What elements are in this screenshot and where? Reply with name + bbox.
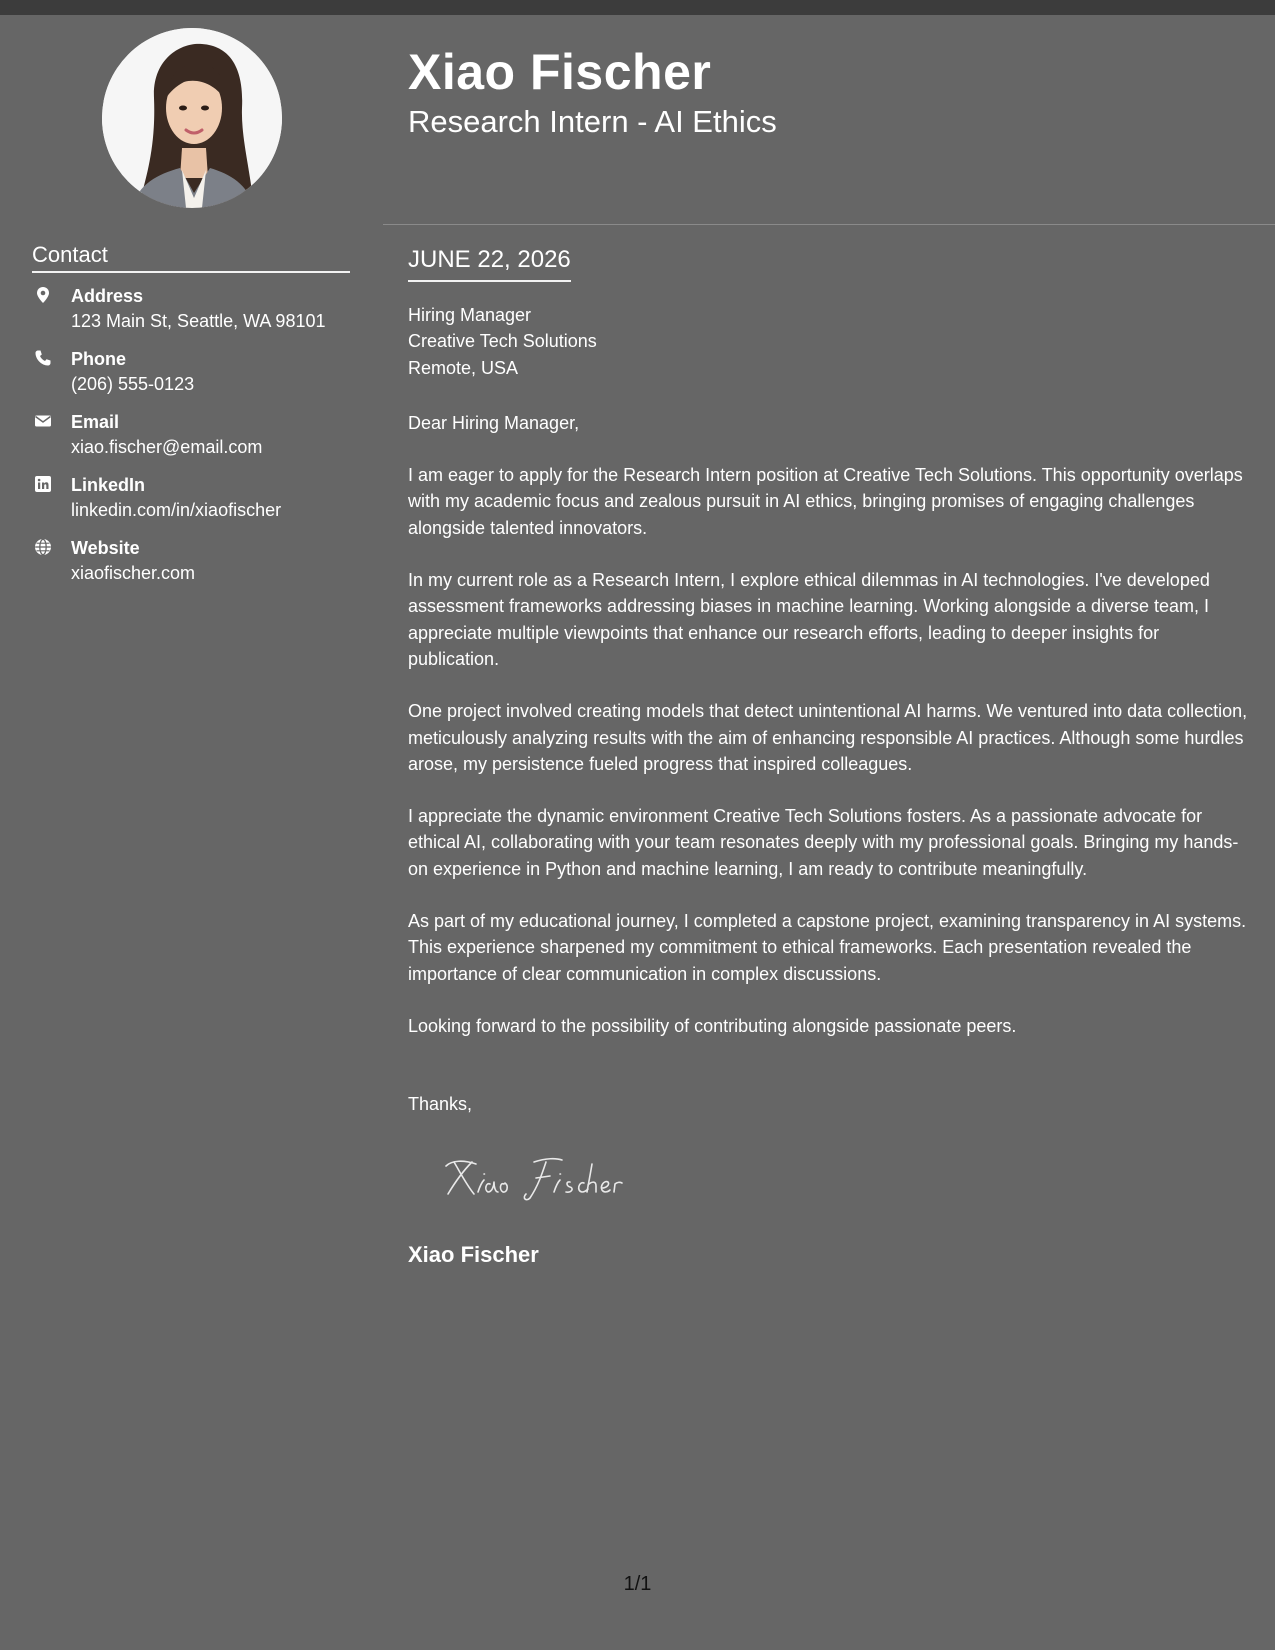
signer-name: Xiao Fischer [408,1242,539,1267]
header-divider [383,224,1275,225]
contact-item-website [32,536,362,599]
closing: Thanks, [408,1094,473,1115]
letter-paragraph: Looking forward to the possibility of contributing alongside passionate peers. [408,1015,1017,1036]
phone-value: (206) 555-0123 [71,374,195,394]
email-value[interactable]: xiao.fischer@email.com [71,437,263,457]
letter-paragraph: One project involved creating models that detect unintentional AI harms. We ventured into data collection, meticulously analyzing results with the aim of enhancing responsible AI practices. Although some hurdles arose, my persistence fueled progress that inspired colleagues. [408,701,1248,774]
location-pin-icon [34,286,52,304]
address-value: 123 Main St, Seattle, WA 98101 [71,311,326,331]
recipient-line: Hiring Manager [408,305,532,325]
recipient-line: Remote, USA [408,357,519,378]
contact-label: Phone [71,349,127,369]
applicant-role: Research Intern - AI Ethics [408,104,777,139]
letter-paragraph: I appreciate the dynamic environment Creative Tech Solutions fosters. As a passionate advocate for ethical AI, collaborating with your team resonates deeply with my professional goals. Bringing my hands-on experience in Python and machine learning, I am ready to contribute meaningfully. [408,806,1239,879]
letter-paragraph: I am eager to apply for the Research Intern position at Creative Tech Solutions. This opportunity overlaps with my academic focus and zealous pursuit in AI ethics, bringing promises of engaging challenges alongside talented innovators. [408,465,1243,538]
linkedin-icon [34,475,52,493]
contact-heading: Contact [32,240,350,273]
website-value[interactable]: xiaofischer.com [71,563,196,583]
letter-date: JUNE 22, 2026 [408,244,571,282]
letter-paragraph: As part of my educational journey, I completed a capstone project, examining transparency in AI systems. This experience sharpened my commitment to ethical frameworks. Each presentation revealed the importance of clear communication in complex discussions. [408,911,1247,984]
recipient-line: Creative Tech Solutions [408,331,597,352]
contact-item-address [32,284,362,347]
contact-item-email [32,410,362,473]
phone-icon [34,349,52,367]
salutation: Dear Hiring Manager, [408,412,580,433]
contact-label: Email [71,412,120,432]
handwritten-signature [442,1154,642,1204]
recipient-block [408,302,1248,381]
applicant-name: Xiao Fischer [408,44,712,100]
contact-label: LinkedIn [71,475,146,495]
letter-paragraph: In my current role as a Research Intern, I explore ethical dilemmas in AI technologies. I've developed assessment frameworks addressing biases in machine learning. Working alongside a diverse team, I appreciate multiple viewpoints that enhance our research efforts, leading to deeper insights for publication. [408,570,1210,669]
page-number: 1/1 [623,1573,652,1595]
contact-label: Address [71,286,144,306]
letter-body [408,302,1248,1118]
top-bar [0,0,1275,15]
contact-item-linkedin [32,473,362,536]
globe-icon [34,538,52,556]
envelope-icon [34,412,52,430]
contact-label: Website [71,538,140,558]
contact-list [32,284,362,599]
contact-item-phone [32,347,362,410]
profile-photo [102,28,282,208]
linkedin-value[interactable]: linkedin.com/in/xiaofischer [71,500,282,520]
